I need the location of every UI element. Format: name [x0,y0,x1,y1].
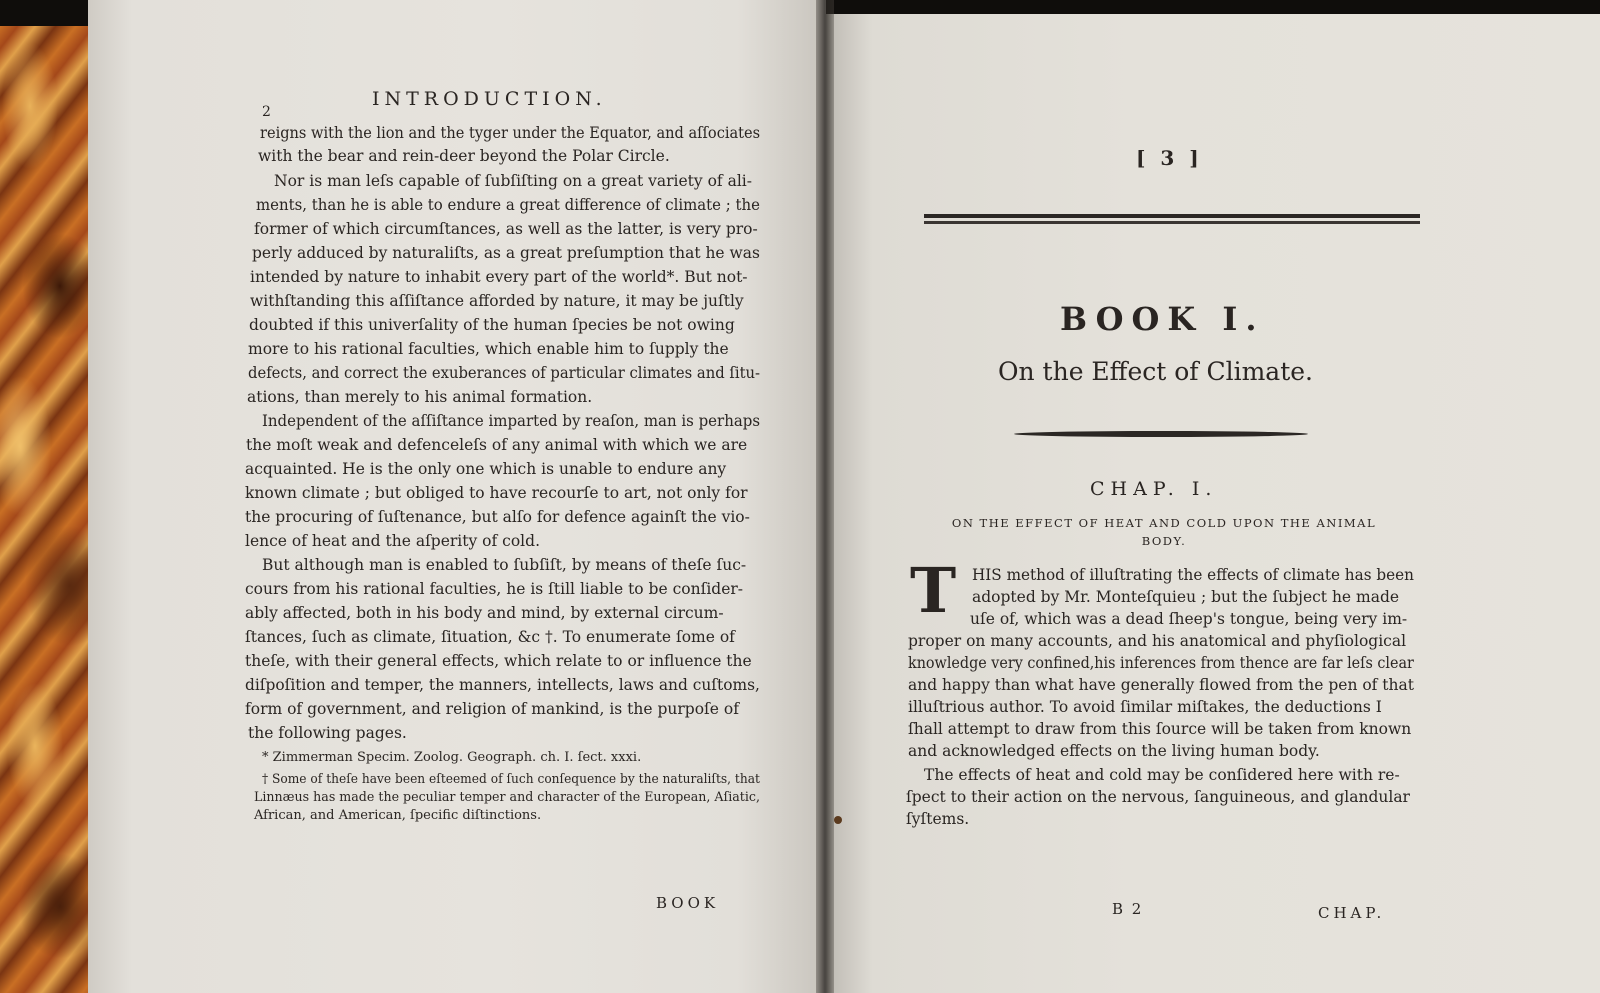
text-line: former of which circumſtances, as well as the latter, is very pro- [254,220,758,238]
book-title: BOOK I. [1060,300,1265,338]
text-line: doubted if this univerſality of the human ſpecies be not owing [249,316,735,334]
text-line: theſe, with their general effects, which relate to or influence the [245,652,752,670]
text-line: knowledge very confined,his inferences from thence are far leſs clear [908,654,1414,672]
book-gutter [816,0,834,993]
drop-cap: T [910,554,957,627]
chapter-subtitle: BODY. [1141,534,1187,548]
text-line: ſyſtems. [906,810,970,828]
text-line: ably affected, both in his body and mind, by external circum- [245,604,724,622]
chapter-heading: CHAP. I. [1090,478,1218,500]
text-line: lence of heat and the aſperity of cold. [245,532,540,550]
running-head: INTRODUCTION. [372,88,607,110]
text-line: form of government, and religion of mankind, is the purpoſe of [245,700,739,718]
book-subtitle: On the Effect of Climate. [998,357,1314,386]
text-line: ſhall attempt to draw from this ſource will be taken from known [908,720,1412,738]
text-line: withſtanding this aſſiſtance afforded by nature, it may be juſtly [250,292,744,310]
ink-stain [834,816,842,824]
text-line: adopted by Mr. Monteſquieu ; but the ſubject he made [972,588,1400,606]
double-rule [924,214,1420,218]
text-line: ſpect to their action on the nervous, ſanguineous, and glandular [906,788,1410,806]
chapter-subtitle: ON THE EFFECT OF HEAT AND COLD UPON THE ANIMAL [951,516,1377,530]
text-line: Independent of the aſſiſtance imparted by reaſon, man is perhaps [262,412,761,430]
text-line: uſe of, which was a dead ſheep's tongue, being very im- [970,610,1408,628]
text-line: known climate ; but obliged to have recourſe to art, not only for [245,484,748,502]
text-line: ations, than merely to his animal formation. [247,388,593,406]
text-line: cours from his rational faculties, he is ſtill liable to be conſider- [245,580,744,598]
text-line: The effects of heat and cold may be conſidered here with re- [924,766,1400,784]
page-number: [ 3 ] [1136,146,1203,170]
footnote: Linnæus has made the peculiar temper and character of the European, Aſiatic, [254,790,760,805]
text-line: perly adduced by naturaliſts, as a great preſumption that he was [252,244,760,262]
text-line: the following pages. [248,724,407,742]
footnote: † Some of theſe have been eſteemed of ſuch conſequence by the naturaliſts, that [262,772,760,787]
text-line: the procuring of ſuſtenance, but alſo for defence againſt the vio- [245,508,750,526]
text-line: and happy than what have generally flowed from the pen of that [908,676,1414,694]
footnote: African, and American, ſpecific diſtinctions. [254,808,542,823]
footnote: * Zimmerman Specim. Zoolog. Geograph. ch. I. ſect. xxxi. [262,750,642,765]
marbled-endpaper [0,26,92,993]
text-line: Nor is man leſs capable of ſubſiſting on a great variety of ali- [274,172,752,190]
text-line: the moſt weak and defenceleſs of any animal with which we are [246,436,748,454]
double-rule [924,221,1420,224]
text-line: ſtances, ſuch as climate, ſituation, &c †. To enumerate ſome of [245,628,735,646]
text-line: intended by nature to inhabit every part of the world*. But not- [250,268,748,286]
catchword: CHAP. [1318,904,1386,922]
text-line: But although man is enabled to ſubſiſt, by means of theſe ſuc- [262,556,747,574]
text-line: ments, than he is able to endure a great difference of climate ; the [256,196,760,214]
text-line: proper on many accounts, and his anatomical and phyſiological [908,632,1407,650]
catchword: BOOK [656,894,720,912]
text-line: acquainted. He is the only one which is unable to endure any [245,460,727,478]
text-line: more to his rational faculties, which enable him to ſupply the [248,340,729,358]
text-line: HIS method of illuſtrating the effects of climate has been [972,566,1414,584]
text-line: reigns with the lion and the tyger under the Equator, and aſſociates [260,124,761,142]
text-line: with the bear and rein-deer beyond the Polar Circle. [258,147,670,165]
text-line: defects, and correct the exuberances of particular climates and ſitu- [248,364,761,382]
swelled-rule [1014,431,1308,437]
text-line: and acknowledged effects on the living human body. [908,742,1320,760]
signature-mark: B 2 [1112,900,1144,918]
text-line: diſpoſition and temper, the manners, intellects, laws and cuſtoms, [245,676,760,694]
page-number: 2 [262,104,271,120]
right-page [826,14,1600,993]
text-line: illuſtrious author. To avoid ſimilar miſtakes, the deductions I [908,698,1382,716]
